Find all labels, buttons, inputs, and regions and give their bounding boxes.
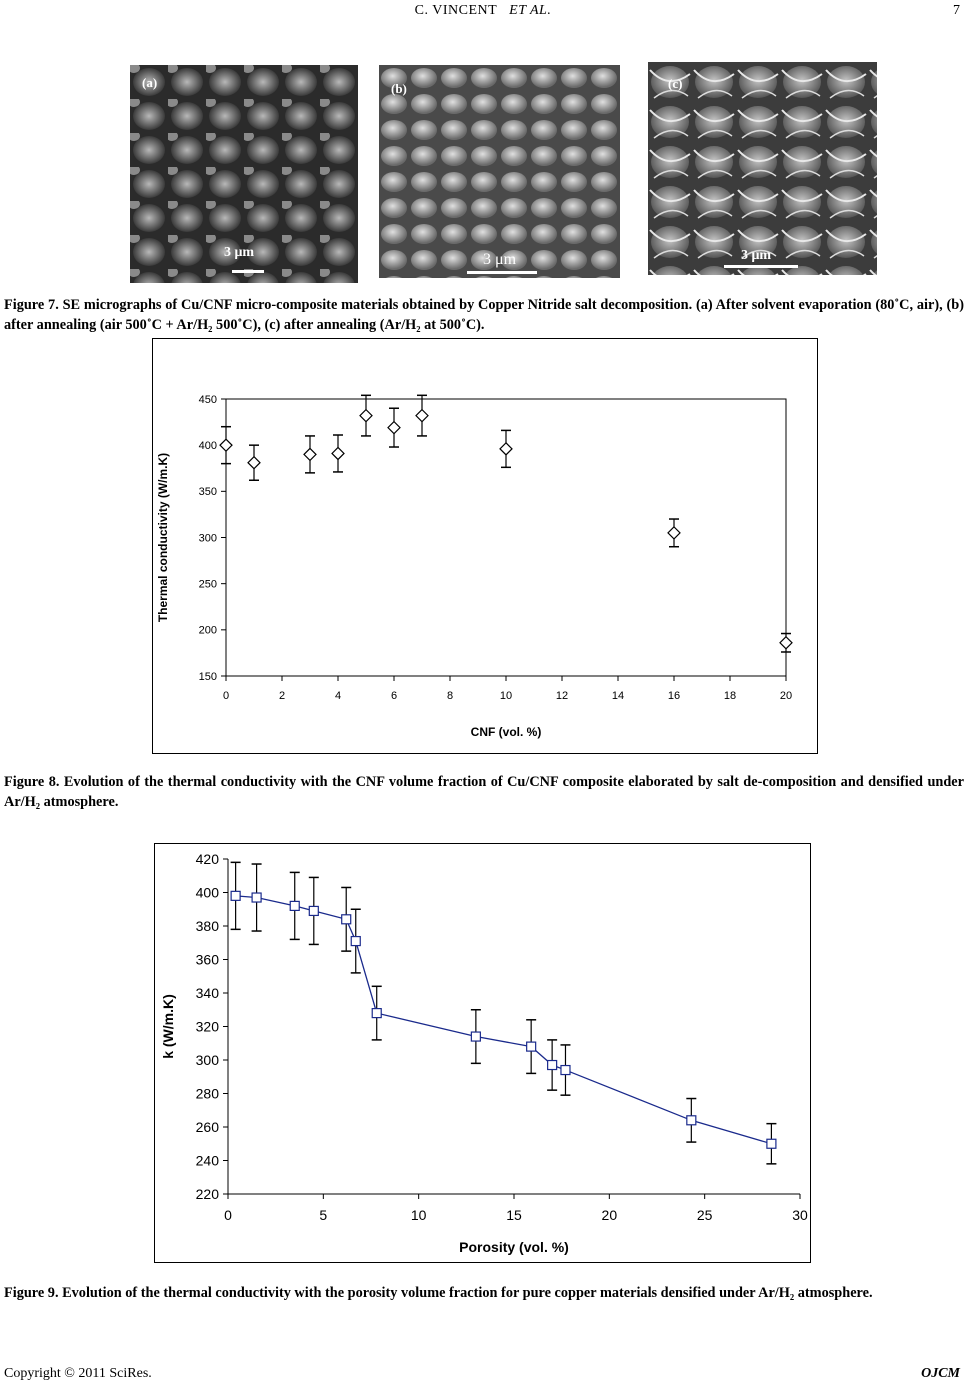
data-point (290, 901, 299, 910)
x-tick-label: 0 (224, 1207, 232, 1223)
y-tick-label: 320 (195, 1018, 219, 1035)
header-author: C. VINCENT (414, 3, 498, 18)
running-header (0, 3, 966, 19)
figure-9-caption: Figure 9. Evolution of the thermal conductivity with the porosity volume fraction for pure copper materials densified under Ar/H₂ atmosphere. (4, 1285, 873, 1301)
y-tick-label: 350 (198, 486, 217, 499)
y-tick-label: 380 (195, 917, 219, 934)
footer-journal: OJCM (921, 1366, 960, 1381)
data-point (309, 906, 318, 915)
micrograph-b-label: (b) (391, 81, 407, 96)
x-tick-label: 0 (222, 690, 230, 702)
data-point (388, 422, 400, 434)
data-point (668, 527, 680, 539)
x-tick-label: 14 (611, 690, 625, 702)
x-tick-label: 10 (410, 1207, 427, 1223)
data-point (780, 637, 792, 649)
y-tick-label: 300 (195, 1051, 219, 1068)
x-tick-label: 12 (555, 690, 569, 702)
data-point (304, 448, 316, 460)
micrograph-c (648, 62, 877, 275)
micrograph-c-scale: 3 μm (741, 248, 772, 263)
figure-8-caption: Figure 8. Evolution of the thermal conductivity with the CNF volume fraction of Cu/CNF composite elaborated by salt de-composition and densified under Ar/H₂ atmosphere. (4, 774, 964, 810)
y-tick-label: 300 (198, 532, 217, 545)
figure-8-chart (152, 338, 818, 754)
x-tick-label: 25 (696, 1207, 713, 1223)
y-tick-label: 420 (195, 850, 219, 867)
figure-7-caption: Figure 7. SE micrographs of Cu/CNF micro-composite materials obtained by Copper Nitride salt decomposition. (a) After solvent evaporation (80˚C, air), (b) after annealing (air 500˚C + Ar/H₂ 500˚C), (c) after annealing (Ar/H₂ at 500˚C). (4, 297, 964, 333)
y-tick-label: 400 (195, 884, 219, 901)
data-point (372, 1009, 381, 1018)
data-point (527, 1042, 536, 1051)
y-tick-label: 200 (198, 624, 217, 637)
y-tick-label: 280 (195, 1085, 219, 1102)
y-tick-label: 400 (198, 440, 217, 453)
data-point (471, 1032, 480, 1041)
x-tick-label: 16 (667, 690, 681, 702)
data-point (548, 1061, 557, 1070)
x-tick-label: 8 (446, 690, 454, 702)
figure-9-chart (154, 843, 811, 1263)
x-tick-label: 6 (390, 690, 398, 702)
x-tick-label: 5 (319, 1207, 328, 1223)
y-tick-label: 240 (195, 1152, 219, 1169)
x-tick-label: 15 (506, 1207, 522, 1223)
data-point (687, 1116, 696, 1125)
data-point (351, 937, 360, 946)
x-tick-label: 20 (601, 1207, 618, 1223)
data-point (220, 439, 232, 451)
x-axis-label: Porosity (vol. %) (459, 1239, 569, 1255)
y-tick-label: 450 (198, 393, 217, 406)
micrograph-c-label: (c) (668, 76, 683, 91)
x-tick-label: 18 (723, 690, 737, 702)
x-tick-label: 2 (278, 690, 286, 702)
y-tick-label: 220 (195, 1185, 219, 1202)
x-tick-label: 30 (792, 1207, 808, 1223)
micrograph-b-texture (379, 65, 620, 278)
micrograph-a (130, 65, 358, 283)
data-point (332, 447, 344, 459)
data-point (500, 443, 512, 455)
micrograph-c-texture (648, 62, 877, 275)
data-point (767, 1139, 776, 1148)
x-tick-label: 20 (779, 690, 793, 702)
micrograph-c-scale-bar (724, 265, 798, 268)
y-tick-label: 250 (198, 578, 217, 591)
x-tick-label: 4 (334, 690, 342, 702)
y-tick-label: 340 (195, 984, 219, 1001)
micrograph-a-scale-bar (232, 270, 264, 273)
footer-copyright: Copyright © 2011 SciRes. (4, 1366, 152, 1381)
x-tick-label: 10 (499, 690, 513, 702)
figure-9-svg (155, 844, 810, 1262)
y-axis-label: Thermal conductivity (W/m.K) (156, 452, 170, 623)
micrograph-b-scale: 3 μm (483, 251, 517, 268)
data-point (561, 1066, 570, 1075)
data-point (342, 915, 351, 924)
micrograph-a-scale: 3 μm (224, 245, 255, 260)
header-etal: ET AL. (509, 3, 552, 18)
data-point (248, 457, 260, 469)
x-axis-label: CNF (vol. %) (470, 725, 542, 739)
data-point (252, 893, 261, 902)
y-tick-label: 360 (195, 951, 219, 968)
micrograph-a-label: (a) (142, 75, 158, 90)
y-tick-label: 260 (195, 1118, 219, 1135)
micrograph-b (379, 65, 620, 278)
micrograph-b-scale-bar (467, 271, 537, 274)
y-tick-label: 150 (198, 670, 217, 683)
y-axis-label: k (W/m.K) (160, 994, 176, 1059)
data-point (416, 410, 428, 422)
data-point (231, 891, 240, 900)
data-point (360, 410, 372, 422)
figure-8-svg (153, 339, 817, 753)
page-number: 7 (953, 3, 960, 18)
